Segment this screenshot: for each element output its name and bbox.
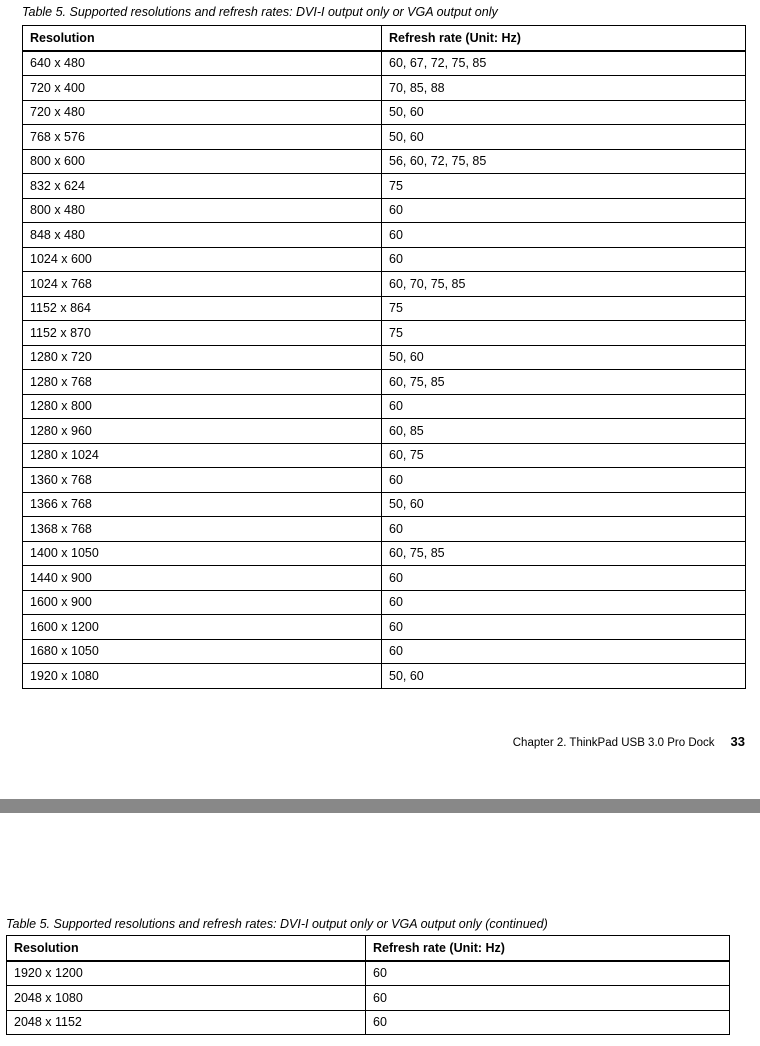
refresh-rate-cell: 75 xyxy=(382,296,746,321)
refresh-rate-cell: 60, 70, 75, 85 xyxy=(382,272,746,297)
resolution-cell: 1024 x 600 xyxy=(23,247,382,272)
table-row xyxy=(23,541,746,566)
refresh-rate-cell: 60 xyxy=(366,986,730,1011)
resolution-cell: 640 x 480 xyxy=(23,51,382,76)
resolution-cell: 1368 x 768 xyxy=(23,517,382,542)
resolution-cell: 1600 x 1200 xyxy=(23,615,382,640)
table-row xyxy=(23,345,746,370)
refresh-rate-cell: 60, 75, 85 xyxy=(382,541,746,566)
refresh-rate-cell: 60 xyxy=(382,198,746,223)
resolution-cell: 1280 x 1024 xyxy=(23,443,382,468)
refresh-rate-cell: 60 xyxy=(382,394,746,419)
page-footer xyxy=(513,734,745,749)
table-caption-continued: Table 5. Supported resolutions and refresh rates: DVI-I output only or VGA output only (continued) xyxy=(6,917,548,931)
refresh-rate-cell: 60 xyxy=(382,247,746,272)
resolution-cell: 800 x 600 xyxy=(23,149,382,174)
resolution-cell: 848 x 480 xyxy=(23,223,382,248)
refresh-rate-cell: 60 xyxy=(382,566,746,591)
resolution-cell: 1280 x 768 xyxy=(23,370,382,395)
refresh-rate-cell: 60 xyxy=(366,1010,730,1035)
resolution-cell: 1152 x 870 xyxy=(23,321,382,346)
table-row xyxy=(23,198,746,223)
table-row xyxy=(23,443,746,468)
table-header-row xyxy=(7,936,730,961)
refresh-rate-cell: 60 xyxy=(382,615,746,640)
refresh-rate-cell: 60, 67, 72, 75, 85 xyxy=(382,51,746,76)
table-row xyxy=(23,272,746,297)
resolution-cell: 1920 x 1080 xyxy=(23,664,382,689)
page-divider xyxy=(0,799,760,813)
refresh-rate-cell: 60 xyxy=(382,517,746,542)
table-row xyxy=(23,125,746,150)
column-header-resolution: Resolution xyxy=(23,26,382,51)
table-row xyxy=(7,961,730,986)
table-row xyxy=(23,370,746,395)
resolution-table xyxy=(22,25,746,689)
resolution-cell: 1024 x 768 xyxy=(23,272,382,297)
resolution-cell: 1366 x 768 xyxy=(23,492,382,517)
column-header-resolution: Resolution xyxy=(7,936,366,961)
resolution-table-continued xyxy=(6,935,730,1035)
resolution-cell: 1680 x 1050 xyxy=(23,639,382,664)
refresh-rate-cell: 60 xyxy=(382,590,746,615)
resolution-cell: 1360 x 768 xyxy=(23,468,382,493)
refresh-rate-cell: 50, 60 xyxy=(382,664,746,689)
refresh-rate-cell: 50, 60 xyxy=(382,100,746,125)
table-row xyxy=(23,223,746,248)
refresh-rate-cell: 60 xyxy=(382,223,746,248)
resolution-cell: 768 x 576 xyxy=(23,125,382,150)
resolution-cell: 1280 x 960 xyxy=(23,419,382,444)
refresh-rate-cell: 60, 75, 85 xyxy=(382,370,746,395)
resolution-cell: 1280 x 800 xyxy=(23,394,382,419)
table-row xyxy=(23,51,746,76)
refresh-rate-cell: 56, 60, 72, 75, 85 xyxy=(382,149,746,174)
resolution-cell: 2048 x 1152 xyxy=(7,1010,366,1035)
table-row xyxy=(23,639,746,664)
table-row xyxy=(7,986,730,1011)
column-header-refresh-rate: Refresh rate (Unit: Hz) xyxy=(366,936,730,961)
table-row xyxy=(23,100,746,125)
table-row xyxy=(23,394,746,419)
refresh-rate-cell: 50, 60 xyxy=(382,492,746,517)
resolution-cell: 720 x 400 xyxy=(23,76,382,101)
resolution-cell: 1440 x 900 xyxy=(23,566,382,591)
table-row xyxy=(23,590,746,615)
table-row xyxy=(23,174,746,199)
table-row xyxy=(23,321,746,346)
refresh-rate-cell: 70, 85, 88 xyxy=(382,76,746,101)
table-row xyxy=(23,149,746,174)
refresh-rate-cell: 60 xyxy=(382,639,746,664)
refresh-rate-cell: 60 xyxy=(382,468,746,493)
table-row xyxy=(7,1010,730,1035)
table-row xyxy=(23,247,746,272)
resolution-cell: 2048 x 1080 xyxy=(7,986,366,1011)
refresh-rate-cell: 60, 75 xyxy=(382,443,746,468)
refresh-rate-cell: 75 xyxy=(382,321,746,346)
resolution-cell: 720 x 480 xyxy=(23,100,382,125)
resolution-cell: 1920 x 1200 xyxy=(7,961,366,986)
page-number: 33 xyxy=(730,734,745,749)
resolution-cell: 832 x 624 xyxy=(23,174,382,199)
column-header-refresh-rate: Refresh rate (Unit: Hz) xyxy=(382,26,746,51)
resolution-cell: 1400 x 1050 xyxy=(23,541,382,566)
refresh-rate-cell: 50, 60 xyxy=(382,125,746,150)
table-row xyxy=(23,492,746,517)
resolution-cell: 1280 x 720 xyxy=(23,345,382,370)
refresh-rate-cell: 75 xyxy=(382,174,746,199)
footer-chapter-title: Chapter 2. ThinkPad USB 3.0 Pro Dock xyxy=(512,737,715,749)
refresh-rate-cell: 60, 85 xyxy=(382,419,746,444)
refresh-rate-cell: 50, 60 xyxy=(382,345,746,370)
table-header-row xyxy=(23,26,746,51)
table-row xyxy=(23,76,746,101)
resolution-cell: 1600 x 900 xyxy=(23,590,382,615)
resolution-cell: 800 x 480 xyxy=(23,198,382,223)
table-row xyxy=(23,615,746,640)
refresh-rate-cell: 60 xyxy=(366,961,730,986)
table-row xyxy=(23,517,746,542)
table-row xyxy=(23,468,746,493)
resolution-cell: 1152 x 864 xyxy=(23,296,382,321)
table-row xyxy=(23,419,746,444)
table-row xyxy=(23,296,746,321)
table-caption: Table 5. Supported resolutions and refresh rates: DVI-I output only or VGA output only xyxy=(22,5,498,19)
table-row xyxy=(23,664,746,689)
table-row xyxy=(23,566,746,591)
